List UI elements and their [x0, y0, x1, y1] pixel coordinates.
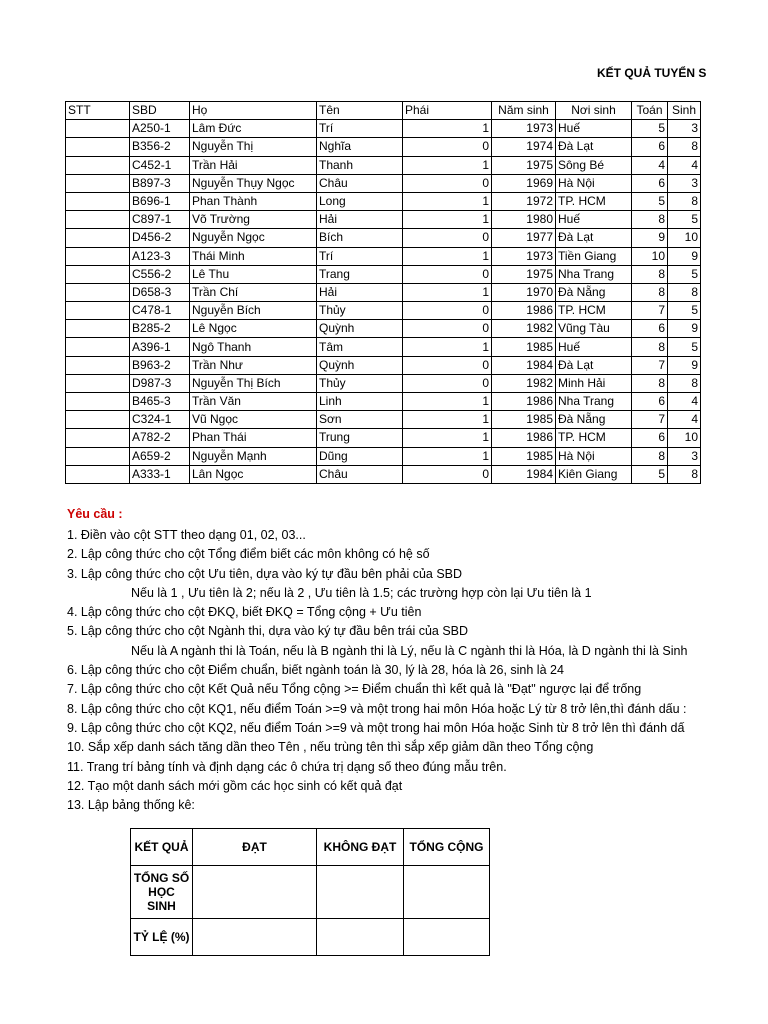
cell-sinh[interactable]: 3 — [668, 174, 701, 192]
stat-header-tong-cong: TỔNG CỘNG — [404, 829, 490, 866]
cell-nam-sinh[interactable]: 1972 — [492, 192, 556, 210]
sheet-title: KẾT QUẢ TUYỂN S — [597, 66, 707, 80]
cell-phai[interactable]: 1 — [403, 247, 492, 265]
cell-sinh[interactable]: 5 — [668, 302, 701, 320]
cell-ho[interactable]: Nguyễn Bích — [190, 302, 317, 320]
cell-nam-sinh[interactable]: 1970 — [492, 283, 556, 301]
stat-cell[interactable] — [193, 866, 317, 919]
cell-noi-sinh[interactable]: TP. HCM — [556, 302, 632, 320]
cell-sbd[interactable]: C478-1 — [130, 302, 190, 320]
cell-stt[interactable] — [66, 338, 130, 356]
cell-noi-sinh[interactable]: Minh Hải — [556, 374, 632, 392]
cell-phai[interactable]: 1 — [403, 283, 492, 301]
stat-cell[interactable] — [317, 919, 404, 956]
cell-stt[interactable] — [66, 247, 130, 265]
cell-noi-sinh[interactable]: Huế — [556, 120, 632, 138]
table-row — [66, 338, 701, 356]
cell-noi-sinh[interactable]: Hà Nội — [556, 174, 632, 192]
cell-toan[interactable]: 6 — [632, 429, 668, 447]
header-nam-sinh: Năm sinh — [492, 102, 556, 120]
cell-nam-sinh[interactable]: 1985 — [492, 447, 556, 465]
requirement-item: 13. Lập bảng thống kê: — [67, 798, 195, 813]
cell-ho[interactable]: Nguyễn Thụy Ngọc — [190, 174, 317, 192]
cell-sbd[interactable]: B356-2 — [130, 138, 190, 156]
cell-phai[interactable]: 1 — [403, 192, 492, 210]
cell-sinh[interactable]: 3 — [668, 120, 701, 138]
cell-sbd[interactable]: A782-2 — [130, 429, 190, 447]
cell-sbd[interactable]: C324-1 — [130, 411, 190, 429]
cell-stt[interactable] — [66, 302, 130, 320]
cell-sinh[interactable]: 5 — [668, 265, 701, 283]
cell-noi-sinh[interactable]: Vũng Tàu — [556, 320, 632, 338]
cell-nam-sinh[interactable]: 1986 — [492, 429, 556, 447]
results-table — [65, 101, 701, 484]
header-sbd: SBD — [130, 102, 190, 120]
cell-phai[interactable]: 1 — [403, 120, 492, 138]
statistics-table — [130, 828, 490, 956]
header-noi-sinh: Nơi sinh — [556, 102, 632, 120]
cell-toan[interactable]: 4 — [632, 156, 668, 174]
cell-phai[interactable]: 0 — [403, 320, 492, 338]
table-row — [66, 465, 701, 483]
requirement-item: 8. Lập công thức cho cột KQ1, nếu điểm Toán >=9 và một trong hai môn Hóa hoặc Lý từ 8 trở lên,thì đánh dấu : — [67, 701, 687, 716]
cell-toan[interactable]: 6 — [632, 393, 668, 411]
requirement-item: 3. Lập công thức cho cột Ưu tiên, dựa vào ký tự đầu bên phải của SBD — [67, 566, 463, 581]
table-row — [66, 429, 701, 447]
cell-noi-sinh[interactable]: Nha Trang — [556, 393, 632, 411]
cell-ten[interactable]: Bích — [317, 229, 403, 247]
cell-nam-sinh[interactable]: 1969 — [492, 174, 556, 192]
cell-phai[interactable]: 0 — [403, 356, 492, 374]
cell-phai[interactable]: 0 — [403, 374, 492, 392]
cell-ten[interactable]: Nghĩa — [317, 138, 403, 156]
cell-sbd[interactable]: C556-2 — [130, 265, 190, 283]
requirement-subitem: Nếu là 1 , Ưu tiên là 2; nếu là 2 , Ưu tiên là 1.5; các trường hợp còn lại Ưu tiên là 1 — [131, 585, 592, 600]
cell-ten[interactable]: Châu — [317, 465, 403, 483]
cell-noi-sinh[interactable]: Nha Trang — [556, 265, 632, 283]
cell-sinh[interactable]: 8 — [668, 283, 701, 301]
cell-sinh[interactable]: 9 — [668, 320, 701, 338]
cell-toan[interactable]: 7 — [632, 302, 668, 320]
cell-stt[interactable] — [66, 393, 130, 411]
cell-stt[interactable] — [66, 138, 130, 156]
cell-sinh[interactable]: 9 — [668, 247, 701, 265]
cell-ho[interactable]: Lê Thu — [190, 265, 317, 283]
cell-sbd[interactable]: B963-2 — [130, 356, 190, 374]
table-row — [66, 229, 701, 247]
cell-ho[interactable]: Lê Ngọc — [190, 320, 317, 338]
cell-sbd[interactable]: D456-2 — [130, 229, 190, 247]
cell-toan[interactable]: 6 — [632, 138, 668, 156]
table-header-row — [66, 102, 701, 120]
requirement-item: 9. Lập công thức cho cột KQ2, nếu điểm Toán >=9 và một trong hai môn Hóa hoặc Sinh từ 8 trở lên thì đánh dấ — [67, 720, 685, 735]
cell-stt[interactable] — [66, 411, 130, 429]
stat-cell[interactable] — [404, 866, 490, 919]
cell-toan[interactable]: 5 — [632, 192, 668, 210]
cell-toan[interactable]: 6 — [632, 174, 668, 192]
cell-ten[interactable]: Thủy — [317, 302, 403, 320]
cell-sbd[interactable]: B696-1 — [130, 192, 190, 210]
table-row — [66, 138, 701, 156]
cell-sbd[interactable]: A123-3 — [130, 247, 190, 265]
cell-toan[interactable]: 8 — [632, 447, 668, 465]
cell-sinh[interactable]: 8 — [668, 192, 701, 210]
cell-nam-sinh[interactable]: 1974 — [492, 138, 556, 156]
cell-ho[interactable]: Trần Hải — [190, 156, 317, 174]
table-body — [66, 120, 701, 484]
table-row — [66, 192, 701, 210]
cell-noi-sinh[interactable]: Huế — [556, 211, 632, 229]
cell-noi-sinh[interactable]: Tiền Giang — [556, 247, 632, 265]
cell-ten[interactable]: Dũng — [317, 447, 403, 465]
cell-nam-sinh[interactable]: 1984 — [492, 356, 556, 374]
cell-ho[interactable]: Võ Trường — [190, 211, 317, 229]
stat-corner-cell: KẾT QUẢ — [131, 829, 193, 866]
table-row — [66, 283, 701, 301]
cell-sbd[interactable]: D658-3 — [130, 283, 190, 301]
stat-row-rate-label: TỶ LỆ (%) — [131, 919, 193, 956]
cell-ho[interactable]: Vũ Ngọc — [190, 411, 317, 429]
cell-ten[interactable]: Sơn — [317, 411, 403, 429]
cell-ten[interactable]: Long — [317, 192, 403, 210]
cell-phai[interactable]: 1 — [403, 211, 492, 229]
cell-sinh[interactable]: 4 — [668, 393, 701, 411]
cell-sbd[interactable]: B285-2 — [130, 320, 190, 338]
cell-ten[interactable]: Trung — [317, 429, 403, 447]
cell-sinh[interactable]: 10 — [668, 229, 701, 247]
cell-sbd[interactable]: B897-3 — [130, 174, 190, 192]
cell-sbd[interactable]: D987-3 — [130, 374, 190, 392]
cell-nam-sinh[interactable]: 1985 — [492, 411, 556, 429]
cell-phai[interactable]: 0 — [403, 465, 492, 483]
cell-ho[interactable]: Trần Văn — [190, 393, 317, 411]
cell-sinh[interactable]: 8 — [668, 374, 701, 392]
table-row — [66, 120, 701, 138]
cell-ho[interactable]: Nguyễn Thị Bích — [190, 374, 317, 392]
cell-toan[interactable]: 8 — [632, 265, 668, 283]
cell-noi-sinh[interactable]: Huế — [556, 338, 632, 356]
cell-sinh[interactable]: 3 — [668, 447, 701, 465]
cell-phai[interactable]: 1 — [403, 447, 492, 465]
cell-ten[interactable]: Trí — [317, 120, 403, 138]
cell-ho[interactable]: Nguyễn Mạnh — [190, 447, 317, 465]
cell-sbd[interactable]: B465-3 — [130, 393, 190, 411]
requirement-item: 10. Sắp xếp danh sách tăng dần theo Tên , nếu trùng tên thì sắp xếp giảm dần theo Tổng cộng — [67, 740, 594, 755]
cell-toan[interactable]: 5 — [632, 120, 668, 138]
cell-ten[interactable]: Linh — [317, 393, 403, 411]
cell-phai[interactable]: 0 — [403, 138, 492, 156]
cell-ho[interactable]: Nguyễn Thị — [190, 138, 317, 156]
cell-stt[interactable] — [66, 283, 130, 301]
table-row — [66, 393, 701, 411]
cell-ho[interactable]: Trần Như — [190, 356, 317, 374]
cell-sinh[interactable]: 10 — [668, 429, 701, 447]
cell-noi-sinh[interactable]: Đà Lạt — [556, 229, 632, 247]
cell-stt[interactable] — [66, 174, 130, 192]
cell-sinh[interactable]: 8 — [668, 465, 701, 483]
cell-sbd[interactable]: A250-1 — [130, 120, 190, 138]
header-phai: Phái — [403, 102, 492, 120]
cell-noi-sinh[interactable]: Kiên Giang — [556, 465, 632, 483]
cell-phai[interactable]: 0 — [403, 302, 492, 320]
cell-phai[interactable]: 1 — [403, 411, 492, 429]
cell-toan[interactable]: 8 — [632, 374, 668, 392]
cell-stt[interactable] — [66, 229, 130, 247]
cell-ten[interactable]: Hải — [317, 211, 403, 229]
table-row — [66, 156, 701, 174]
cell-toan[interactable]: 7 — [632, 411, 668, 429]
requirements-list — [67, 526, 767, 815]
cell-ho[interactable]: Lâm Đức — [190, 120, 317, 138]
cell-ho[interactable]: Thái Minh — [190, 247, 317, 265]
cell-toan[interactable]: 5 — [632, 465, 668, 483]
cell-stt[interactable] — [66, 465, 130, 483]
cell-noi-sinh[interactable]: Hà Nội — [556, 447, 632, 465]
cell-toan[interactable]: 9 — [632, 229, 668, 247]
table-row — [66, 174, 701, 192]
cell-toan[interactable]: 7 — [632, 356, 668, 374]
table-row — [66, 411, 701, 429]
header-ten: Tên — [317, 102, 403, 120]
cell-noi-sinh[interactable]: Đà Nẵng — [556, 411, 632, 429]
cell-phai[interactable]: 0 — [403, 229, 492, 247]
cell-phai[interactable]: 0 — [403, 174, 492, 192]
cell-toan[interactable]: 6 — [632, 320, 668, 338]
requirement-item: 4. Lập công thức cho cột ĐKQ, biết ĐKQ = Tổng cộng + Ưu tiên — [67, 605, 422, 620]
requirement-subitem: Nếu là A ngành thi là Toán, nếu là B ngành thi là Lý, nếu là C ngành thi là Hóa, là D ngành thi là Sinh — [131, 643, 688, 658]
cell-sbd[interactable]: C452-1 — [130, 156, 190, 174]
cell-ten[interactable]: Quỳnh — [317, 356, 403, 374]
cell-ten[interactable]: Trang — [317, 265, 403, 283]
table-row — [66, 447, 701, 465]
header-ho: Họ — [190, 102, 317, 120]
cell-stt[interactable] — [66, 320, 130, 338]
cell-ten[interactable]: Trí — [317, 247, 403, 265]
stat-row-rate — [131, 919, 490, 956]
stat-header-dat: ĐẠT — [193, 829, 317, 866]
header-toan: Toán — [632, 102, 668, 120]
table-row — [66, 374, 701, 392]
cell-stt[interactable] — [66, 120, 130, 138]
cell-nam-sinh[interactable]: 1986 — [492, 393, 556, 411]
cell-stt[interactable] — [66, 192, 130, 210]
cell-nam-sinh[interactable]: 1985 — [492, 338, 556, 356]
requirements-heading: Yêu cầu : — [67, 507, 123, 521]
stat-cell[interactable] — [317, 866, 404, 919]
header-stt: STT — [66, 102, 130, 120]
stat-header-row — [131, 829, 490, 866]
cell-nam-sinh[interactable]: 1973 — [492, 247, 556, 265]
requirement-item: 11. Trang trí bảng tính và định dạng các ô chứa trị dạng số theo đúng mẫu trên. — [67, 759, 507, 774]
cell-nam-sinh[interactable]: 1975 — [492, 265, 556, 283]
stat-header-khong-dat: KHÔNG ĐẠT — [317, 829, 404, 866]
cell-ten[interactable]: Châu — [317, 174, 403, 192]
cell-ten[interactable]: Thanh — [317, 156, 403, 174]
requirement-item: 2. Lập công thức cho cột Tổng điểm biết các môn không có hệ số — [67, 547, 430, 562]
cell-sbd[interactable]: A659-2 — [130, 447, 190, 465]
cell-toan[interactable]: 8 — [632, 338, 668, 356]
cell-nam-sinh[interactable]: 1986 — [492, 302, 556, 320]
cell-ho[interactable]: Phan Thành — [190, 192, 317, 210]
table-row — [66, 356, 701, 374]
cell-noi-sinh[interactable]: TP. HCM — [556, 429, 632, 447]
cell-stt[interactable] — [66, 211, 130, 229]
table-row — [66, 302, 701, 320]
cell-toan[interactable]: 8 — [632, 211, 668, 229]
cell-ten[interactable]: Hải — [317, 283, 403, 301]
cell-sbd[interactable]: C897-1 — [130, 211, 190, 229]
cell-noi-sinh[interactable]: Đà Nẵng — [556, 283, 632, 301]
cell-stt[interactable] — [66, 265, 130, 283]
cell-nam-sinh[interactable]: 1982 — [492, 374, 556, 392]
cell-sinh[interactable]: 8 — [668, 138, 701, 156]
cell-phai[interactable]: 0 — [403, 265, 492, 283]
cell-ten[interactable]: Tâm — [317, 338, 403, 356]
cell-ho[interactable]: Ngô Thanh — [190, 338, 317, 356]
cell-phai[interactable]: 1 — [403, 393, 492, 411]
cell-sinh[interactable]: 4 — [668, 411, 701, 429]
cell-sinh[interactable]: 4 — [668, 156, 701, 174]
cell-ten[interactable]: Quỳnh — [317, 320, 403, 338]
cell-ho[interactable]: Lân Ngọc — [190, 465, 317, 483]
cell-toan[interactable]: 10 — [632, 247, 668, 265]
cell-sbd[interactable]: A333-1 — [130, 465, 190, 483]
cell-sinh[interactable]: 9 — [668, 356, 701, 374]
cell-ho[interactable]: Trần Chí — [190, 283, 317, 301]
cell-sinh[interactable]: 5 — [668, 338, 701, 356]
cell-nam-sinh[interactable]: 1977 — [492, 229, 556, 247]
cell-toan[interactable]: 8 — [632, 283, 668, 301]
cell-ten[interactable]: Thủy — [317, 374, 403, 392]
cell-nam-sinh[interactable]: 1973 — [492, 120, 556, 138]
table-row — [66, 211, 701, 229]
requirement-item: 6. Lập công thức cho cột Điểm chuẩn, biết ngành toán là 30, lý là 28, hóa là 26, sinh là 24 — [67, 663, 564, 678]
cell-sinh[interactable]: 5 — [668, 211, 701, 229]
requirement-item: 7. Lập công thức cho cột Kết Quả nếu Tổng cộng >= Điểm chuẩn thì kết quả là "Đạt" ngược lại để trống — [67, 682, 642, 697]
cell-noi-sinh[interactable]: Đà Lạt — [556, 138, 632, 156]
cell-stt[interactable] — [66, 429, 130, 447]
stat-cell[interactable] — [193, 919, 317, 956]
cell-stt[interactable] — [66, 356, 130, 374]
cell-nam-sinh[interactable]: 1975 — [492, 156, 556, 174]
cell-ho[interactable]: Nguyễn Ngọc — [190, 229, 317, 247]
cell-nam-sinh[interactable]: 1982 — [492, 320, 556, 338]
requirement-item: 5. Lập công thức cho cột Ngành thi, dựa vào ký tự đầu bên trái của SBD — [67, 624, 469, 639]
cell-stt[interactable] — [66, 447, 130, 465]
cell-nam-sinh[interactable]: 1984 — [492, 465, 556, 483]
cell-noi-sinh[interactable]: Sông Bé — [556, 156, 632, 174]
cell-stt[interactable] — [66, 374, 130, 392]
cell-phai[interactable]: 1 — [403, 429, 492, 447]
table-row — [66, 320, 701, 338]
requirement-item: 12. Tạo một danh sách mới gồm các học sinh có kết quả đạt — [67, 778, 403, 793]
cell-noi-sinh[interactable]: TP. HCM — [556, 192, 632, 210]
table-row — [66, 247, 701, 265]
cell-phai[interactable]: 1 — [403, 338, 492, 356]
stat-cell[interactable] — [404, 919, 490, 956]
stat-row-count-label: TỔNG SỐ HỌC SINH — [131, 866, 193, 919]
cell-stt[interactable] — [66, 156, 130, 174]
cell-nam-sinh[interactable]: 1980 — [492, 211, 556, 229]
cell-sbd[interactable]: A396-1 — [130, 338, 190, 356]
cell-phai[interactable]: 1 — [403, 156, 492, 174]
header-sinh: Sinh — [668, 102, 701, 120]
cell-noi-sinh[interactable]: Đà Lạt — [556, 356, 632, 374]
requirement-item: 1. Điền vào cột STT theo dạng 01, 02, 03... — [67, 528, 306, 542]
cell-ho[interactable]: Phan Thái — [190, 429, 317, 447]
stat-row-count — [131, 866, 490, 919]
table-row — [66, 265, 701, 283]
